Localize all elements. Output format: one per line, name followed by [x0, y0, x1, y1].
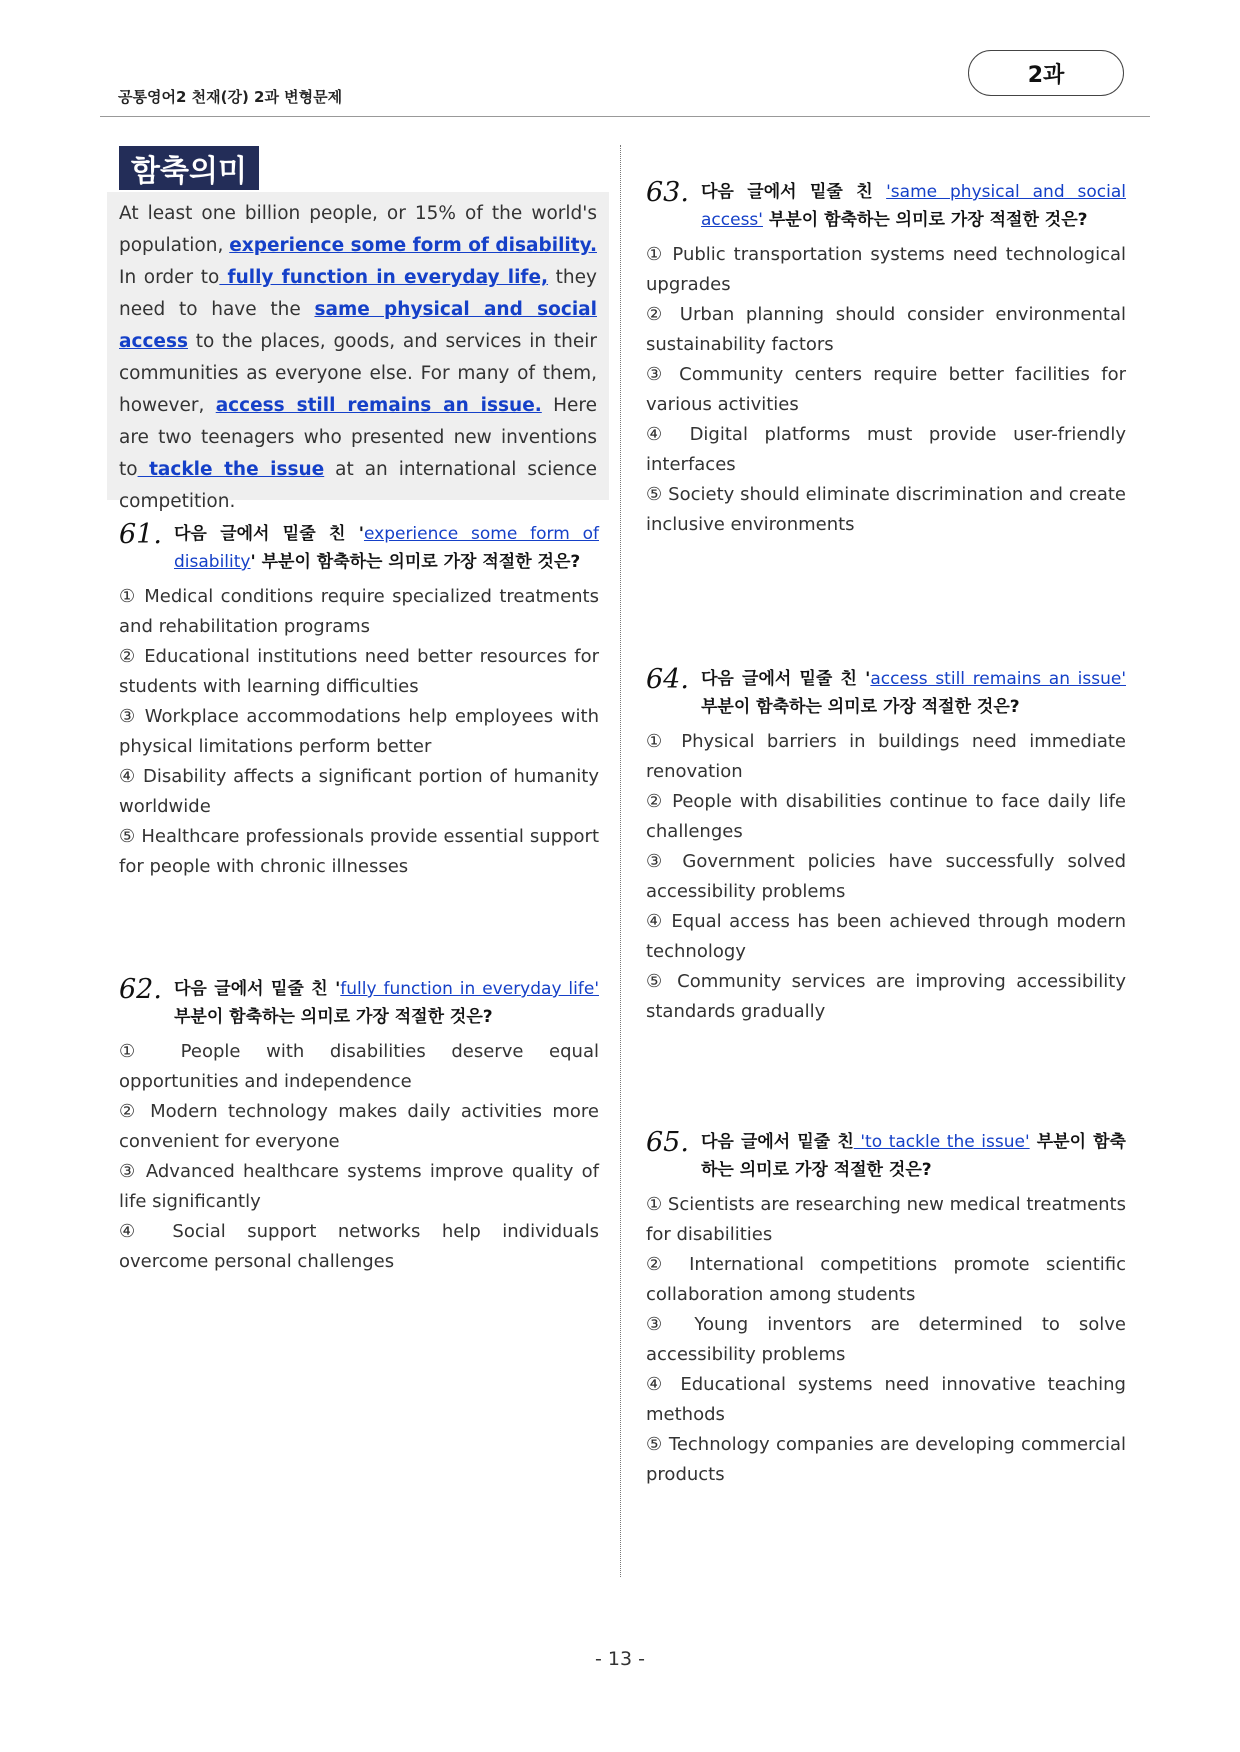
question-prompt: 다음 글에서 밑줄 친 'same physical and social access' 부분이 함축하는 의미로 가장 적절한 것은? [701, 182, 1126, 230]
passage-text: At least one billion people, or 15% of the world's population, [119, 203, 597, 256]
question-underlined-phrase: fully function in everyday life' [340, 979, 599, 999]
question-number: 61. [119, 519, 162, 550]
passage-text: Here are two teenagers who presented new inventions to [119, 395, 597, 480]
answer-choice[interactable]: ③ Advanced healthcare systems improve quality of life significantly [119, 1161, 599, 1212]
answer-choice[interactable]: ③ Government policies have successfully solved accessibility problems [646, 851, 1126, 902]
question-underlined-phrase: 'to tackle the issue' [853, 1132, 1030, 1152]
answer-choices [646, 727, 1126, 1027]
question-underlined-phrase: access still remains an issue' [870, 669, 1126, 689]
answer-choice[interactable]: ② Modern technology makes daily activities more convenient for everyone [119, 1101, 599, 1152]
answer-choice[interactable]: ④ Equal access has been achieved through modern technology [646, 911, 1126, 962]
question-number: 62. [119, 974, 162, 1005]
question-prompt: 다음 글에서 밑줄 친 'access still remains an issue' 부분이 함축하는 의미로 가장 적절한 것은? [701, 669, 1126, 717]
passage-underline-5: tackle the issue [137, 459, 325, 480]
question-62 [119, 975, 599, 1277]
passage-underline-4: access still remains an issue. [215, 395, 542, 416]
answer-choice[interactable]: ④ Educational systems need innovative teaching methods [646, 1374, 1126, 1425]
question-underlined-phrase: experience some form of disability [174, 524, 599, 572]
answer-choices [646, 240, 1126, 540]
question-61 [119, 520, 599, 882]
passage-text: at an international science competition. [119, 459, 598, 512]
answer-choice[interactable]: ② People with disabilities continue to face daily life challenges [646, 791, 1126, 842]
question-64 [646, 665, 1126, 1027]
answer-choice[interactable]: ② Urban planning should consider environmental sustainability factors [646, 304, 1126, 355]
answer-choices [119, 582, 599, 882]
passage-underline-2: fully function in everyday life, [219, 267, 549, 288]
answer-choice[interactable]: ④ Digital platforms must provide user-friendly interfaces [646, 424, 1126, 475]
lesson-badge: 2과 [968, 50, 1124, 96]
passage-underline-3: same physical and social access [119, 299, 597, 352]
answer-choice[interactable]: ⑤ Community services are improving accessibility standards gradually [646, 971, 1126, 1022]
passage-underline-1: experience some form of disability. [229, 235, 597, 256]
reading-passage [107, 192, 609, 512]
column-divider [620, 145, 621, 1577]
answer-choice[interactable]: ⑤ Technology companies are developing commercial products [646, 1434, 1126, 1485]
answer-choice[interactable]: ① Scientists are researching new medical treatments for disabilities [646, 1194, 1126, 1245]
question-underlined-phrase: 'same physical and social access' [701, 182, 1126, 230]
answer-choice[interactable]: ② International competitions promote scientific collaboration among students [646, 1254, 1126, 1305]
answer-choice[interactable]: ① People with disabilities deserve equal opportunities and independence [119, 1041, 599, 1092]
answer-choice[interactable]: ④ Disability affects a significant portion of humanity worldwide [119, 766, 599, 817]
question-65 [646, 1128, 1126, 1490]
header-divider [100, 116, 1150, 117]
question-prompt: 다음 글에서 밑줄 친 'experience some form of disability' 부분이 함축하는 의미로 가장 적절한 것은? [174, 524, 599, 572]
question-prompt: 다음 글에서 밑줄 친 'to tackle the issue' 부분이 함축하는 의미로 가장 적절한 것은? [701, 1132, 1126, 1180]
passage-text: In order to [119, 267, 220, 288]
answer-choice[interactable]: ③ Young inventors are determined to solve accessibility problems [646, 1314, 1126, 1365]
answer-choice[interactable]: ④ Social support networks help individuals overcome personal challenges [119, 1221, 599, 1272]
passage-text: they need to have the [119, 267, 597, 320]
answer-choice[interactable]: ① Public transportation systems need technological upgrades [646, 244, 1126, 295]
header-title: 공통영어2 천재(강) 2과 변형문제 [118, 88, 343, 106]
passage-text: to the places, goods, and services in their communities as everyone else. For many of them, however, [119, 331, 597, 416]
question-number: 65. [646, 1127, 689, 1158]
question-number: 64. [646, 664, 689, 695]
question-prompt: 다음 글에서 밑줄 친 'fully function in everyday life' 부분이 함축하는 의미로 가장 적절한 것은? [174, 979, 599, 1027]
question-63 [646, 178, 1126, 540]
question-number: 63. [646, 177, 689, 208]
answer-choice[interactable]: ③ Workplace accommodations help employees with physical limitations perform better [119, 706, 599, 757]
answer-choice[interactable]: ⑤ Society should eliminate discrimination and create inclusive environments [646, 484, 1126, 535]
page-number: - 13 - [595, 1648, 645, 1670]
answer-choices [646, 1190, 1126, 1490]
answer-choice[interactable]: ③ Community centers require better facilities for various activities [646, 364, 1126, 415]
answer-choice[interactable]: ⑤ Healthcare professionals provide essential support for people with chronic illnesses [119, 826, 599, 877]
answer-choices [119, 1037, 599, 1277]
answer-choice[interactable]: ① Physical barriers in buildings need immediate renovation [646, 731, 1126, 782]
answer-choice[interactable]: ① Medical conditions require specialized treatments and rehabilitation programs [119, 586, 599, 637]
answer-choice[interactable]: ② Educational institutions need better resources for students with learning difficulties [119, 646, 599, 697]
section-label: 함축의미 [119, 146, 259, 190]
